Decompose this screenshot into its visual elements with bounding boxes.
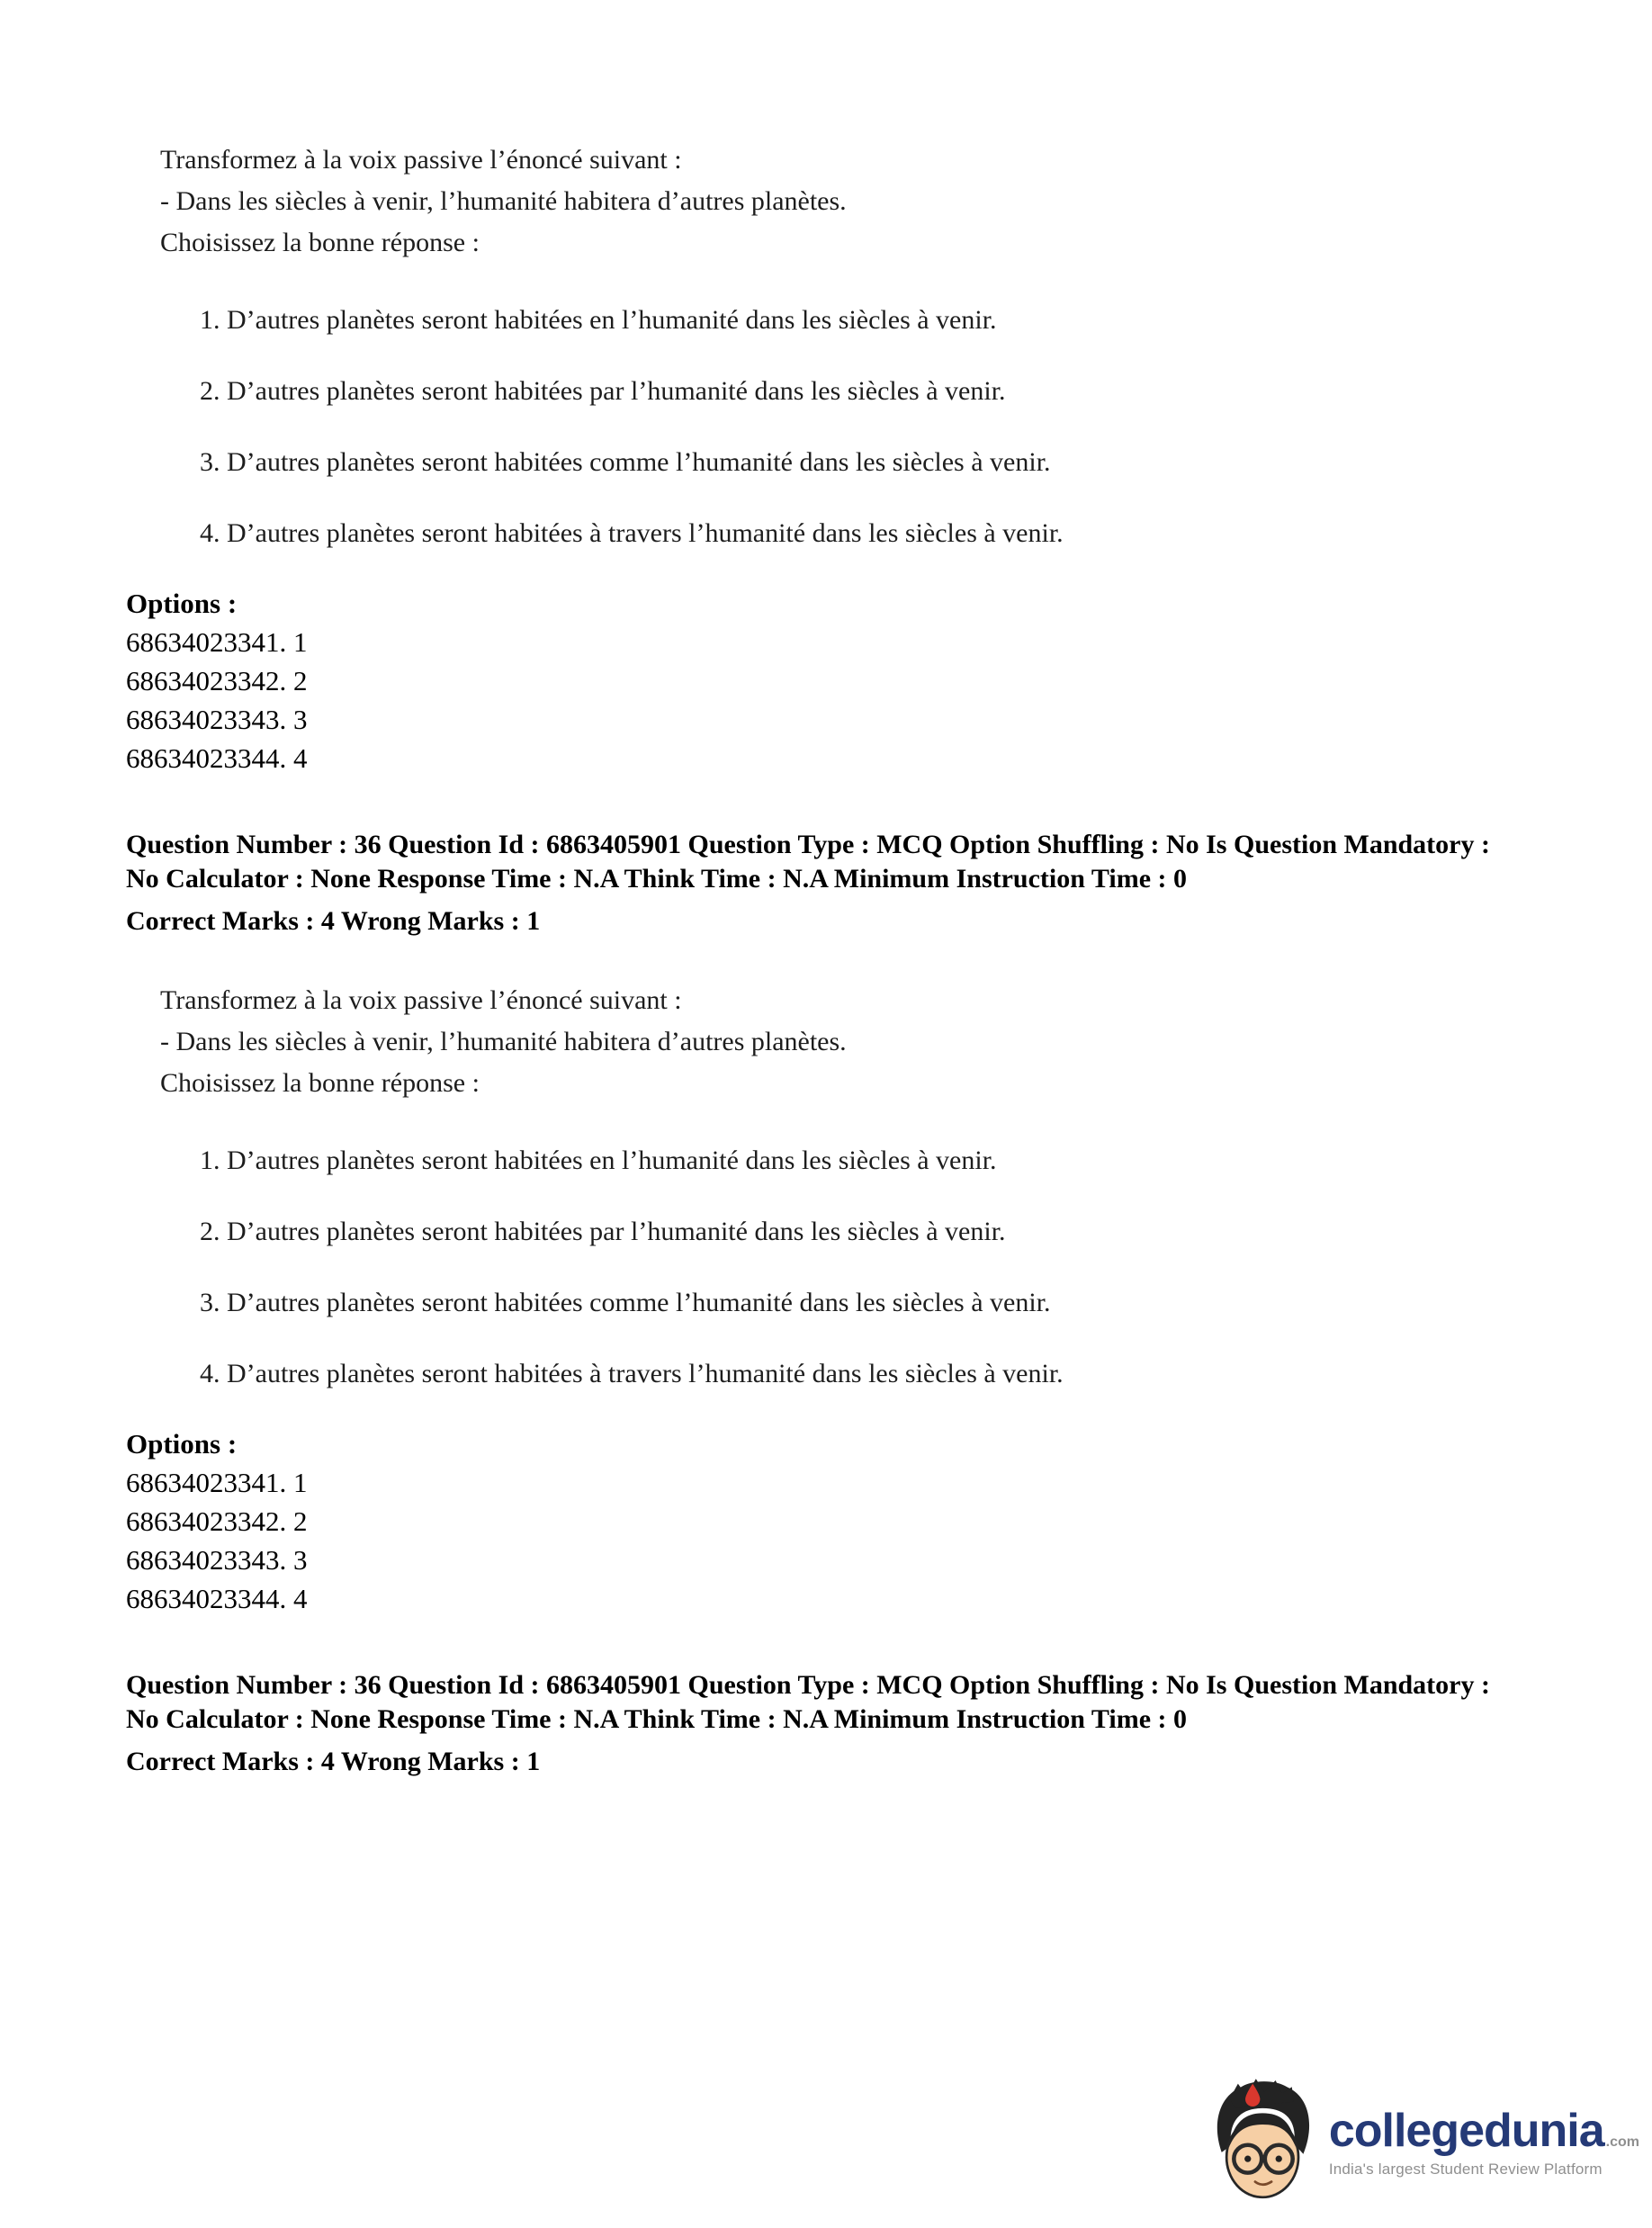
option-id: 68634023341. 1	[126, 626, 308, 658]
question-body	[160, 139, 1652, 554]
option-id-list	[126, 1463, 1652, 1618]
brand-domain-suffix: .com	[1605, 2134, 1639, 2150]
question-prompt	[160, 139, 1652, 264]
metadata-line: Question Number : 36 Question Id : 6863405901 Question Type : MCQ Option Shuffling : No Is Question Mandatory :	[126, 1670, 1490, 1700]
option-id: 68634023344. 4	[126, 742, 308, 774]
metadata-line: Question Number : 36 Question Id : 6863405901 Question Type : MCQ Option Shuffling : No Is Question Mandatory :	[126, 830, 1490, 859]
option-id: 68634023341. 1	[126, 1467, 308, 1498]
choice-item: 1. D’autres planètes seront habitées en l’humanité dans les siècles à venir.	[200, 1145, 997, 1175]
collegedunia-watermark	[1210, 2077, 1639, 2208]
prompt-line: Transformez à la voix passive l’énoncé suivant :	[160, 985, 682, 1015]
option-id: 68634023344. 4	[126, 1583, 308, 1614]
choice-item: 1. D’autres planètes seront habitées en l’humanité dans les siècles à venir.	[200, 305, 997, 335]
brand-text-block	[1328, 2104, 1639, 2179]
prompt-line: Choisissez la bonne réponse :	[160, 228, 480, 257]
prompt-line: - Dans les siècles à venir, l’humanité habitera d’autres planètes.	[160, 186, 847, 216]
question-section-1	[0, 139, 1652, 939]
metadata-marks-line: Correct Marks : 4 Wrong Marks : 1	[126, 906, 541, 936]
question-metadata	[126, 828, 1652, 939]
collegedunia-mascot-icon	[1210, 2077, 1316, 2208]
prompt-line: Transformez à la voix passive l’énoncé suivant :	[160, 145, 682, 175]
choice-item: 4. D’autres planètes seront habitées à travers l’humanité dans les siècles à venir.	[200, 518, 1064, 548]
option-id-list	[126, 623, 1652, 777]
question-body	[160, 980, 1652, 1395]
option-id: 68634023343. 3	[126, 704, 308, 735]
metadata-line: No Calculator : None Response Time : N.A Think Time : N.A Minimum Instruction Time : 0	[126, 864, 1187, 894]
option-id: 68634023342. 2	[126, 665, 308, 696]
brand-wordmark	[1328, 2104, 1639, 2157]
choice-item: 2. D’autres planètes seront habitées par l’humanité dans les siècles à venir.	[200, 1217, 1006, 1246]
prompt-line: - Dans les siècles à venir, l’humanité habitera d’autres planètes.	[160, 1027, 847, 1056]
option-id: 68634023342. 2	[126, 1505, 308, 1537]
metadata-marks-line: Correct Marks : 4 Wrong Marks : 1	[126, 1747, 541, 1776]
question-prompt	[160, 980, 1652, 1104]
choice-list	[200, 300, 1652, 554]
options-heading: Options :	[126, 1428, 238, 1460]
options-heading: Options :	[126, 588, 238, 619]
prompt-line: Choisissez la bonne réponse :	[160, 1068, 480, 1098]
brand-tagline: India's largest Student Review Platform	[1328, 2161, 1603, 2179]
choice-item: 4. D’autres planètes seront habitées à travers l’humanité dans les siècles à venir.	[200, 1359, 1064, 1388]
choice-item: 3. D’autres planètes seront habitées comme l’humanité dans les siècles à venir.	[200, 1288, 1051, 1317]
question-metadata	[126, 1668, 1652, 1779]
brand-name: collegedunia	[1328, 2104, 1604, 2157]
choice-item: 2. D’autres planètes seront habitées par l’humanité dans les siècles à venir.	[200, 376, 1006, 406]
question-section-2	[0, 980, 1652, 1779]
metadata-line: No Calculator : None Response Time : N.A Think Time : N.A Minimum Instruction Time : 0	[126, 1704, 1187, 1734]
choice-list	[200, 1140, 1652, 1395]
option-id: 68634023343. 3	[126, 1544, 308, 1576]
choice-item: 3. D’autres planètes seront habitées comme l’humanité dans les siècles à venir.	[200, 447, 1051, 477]
